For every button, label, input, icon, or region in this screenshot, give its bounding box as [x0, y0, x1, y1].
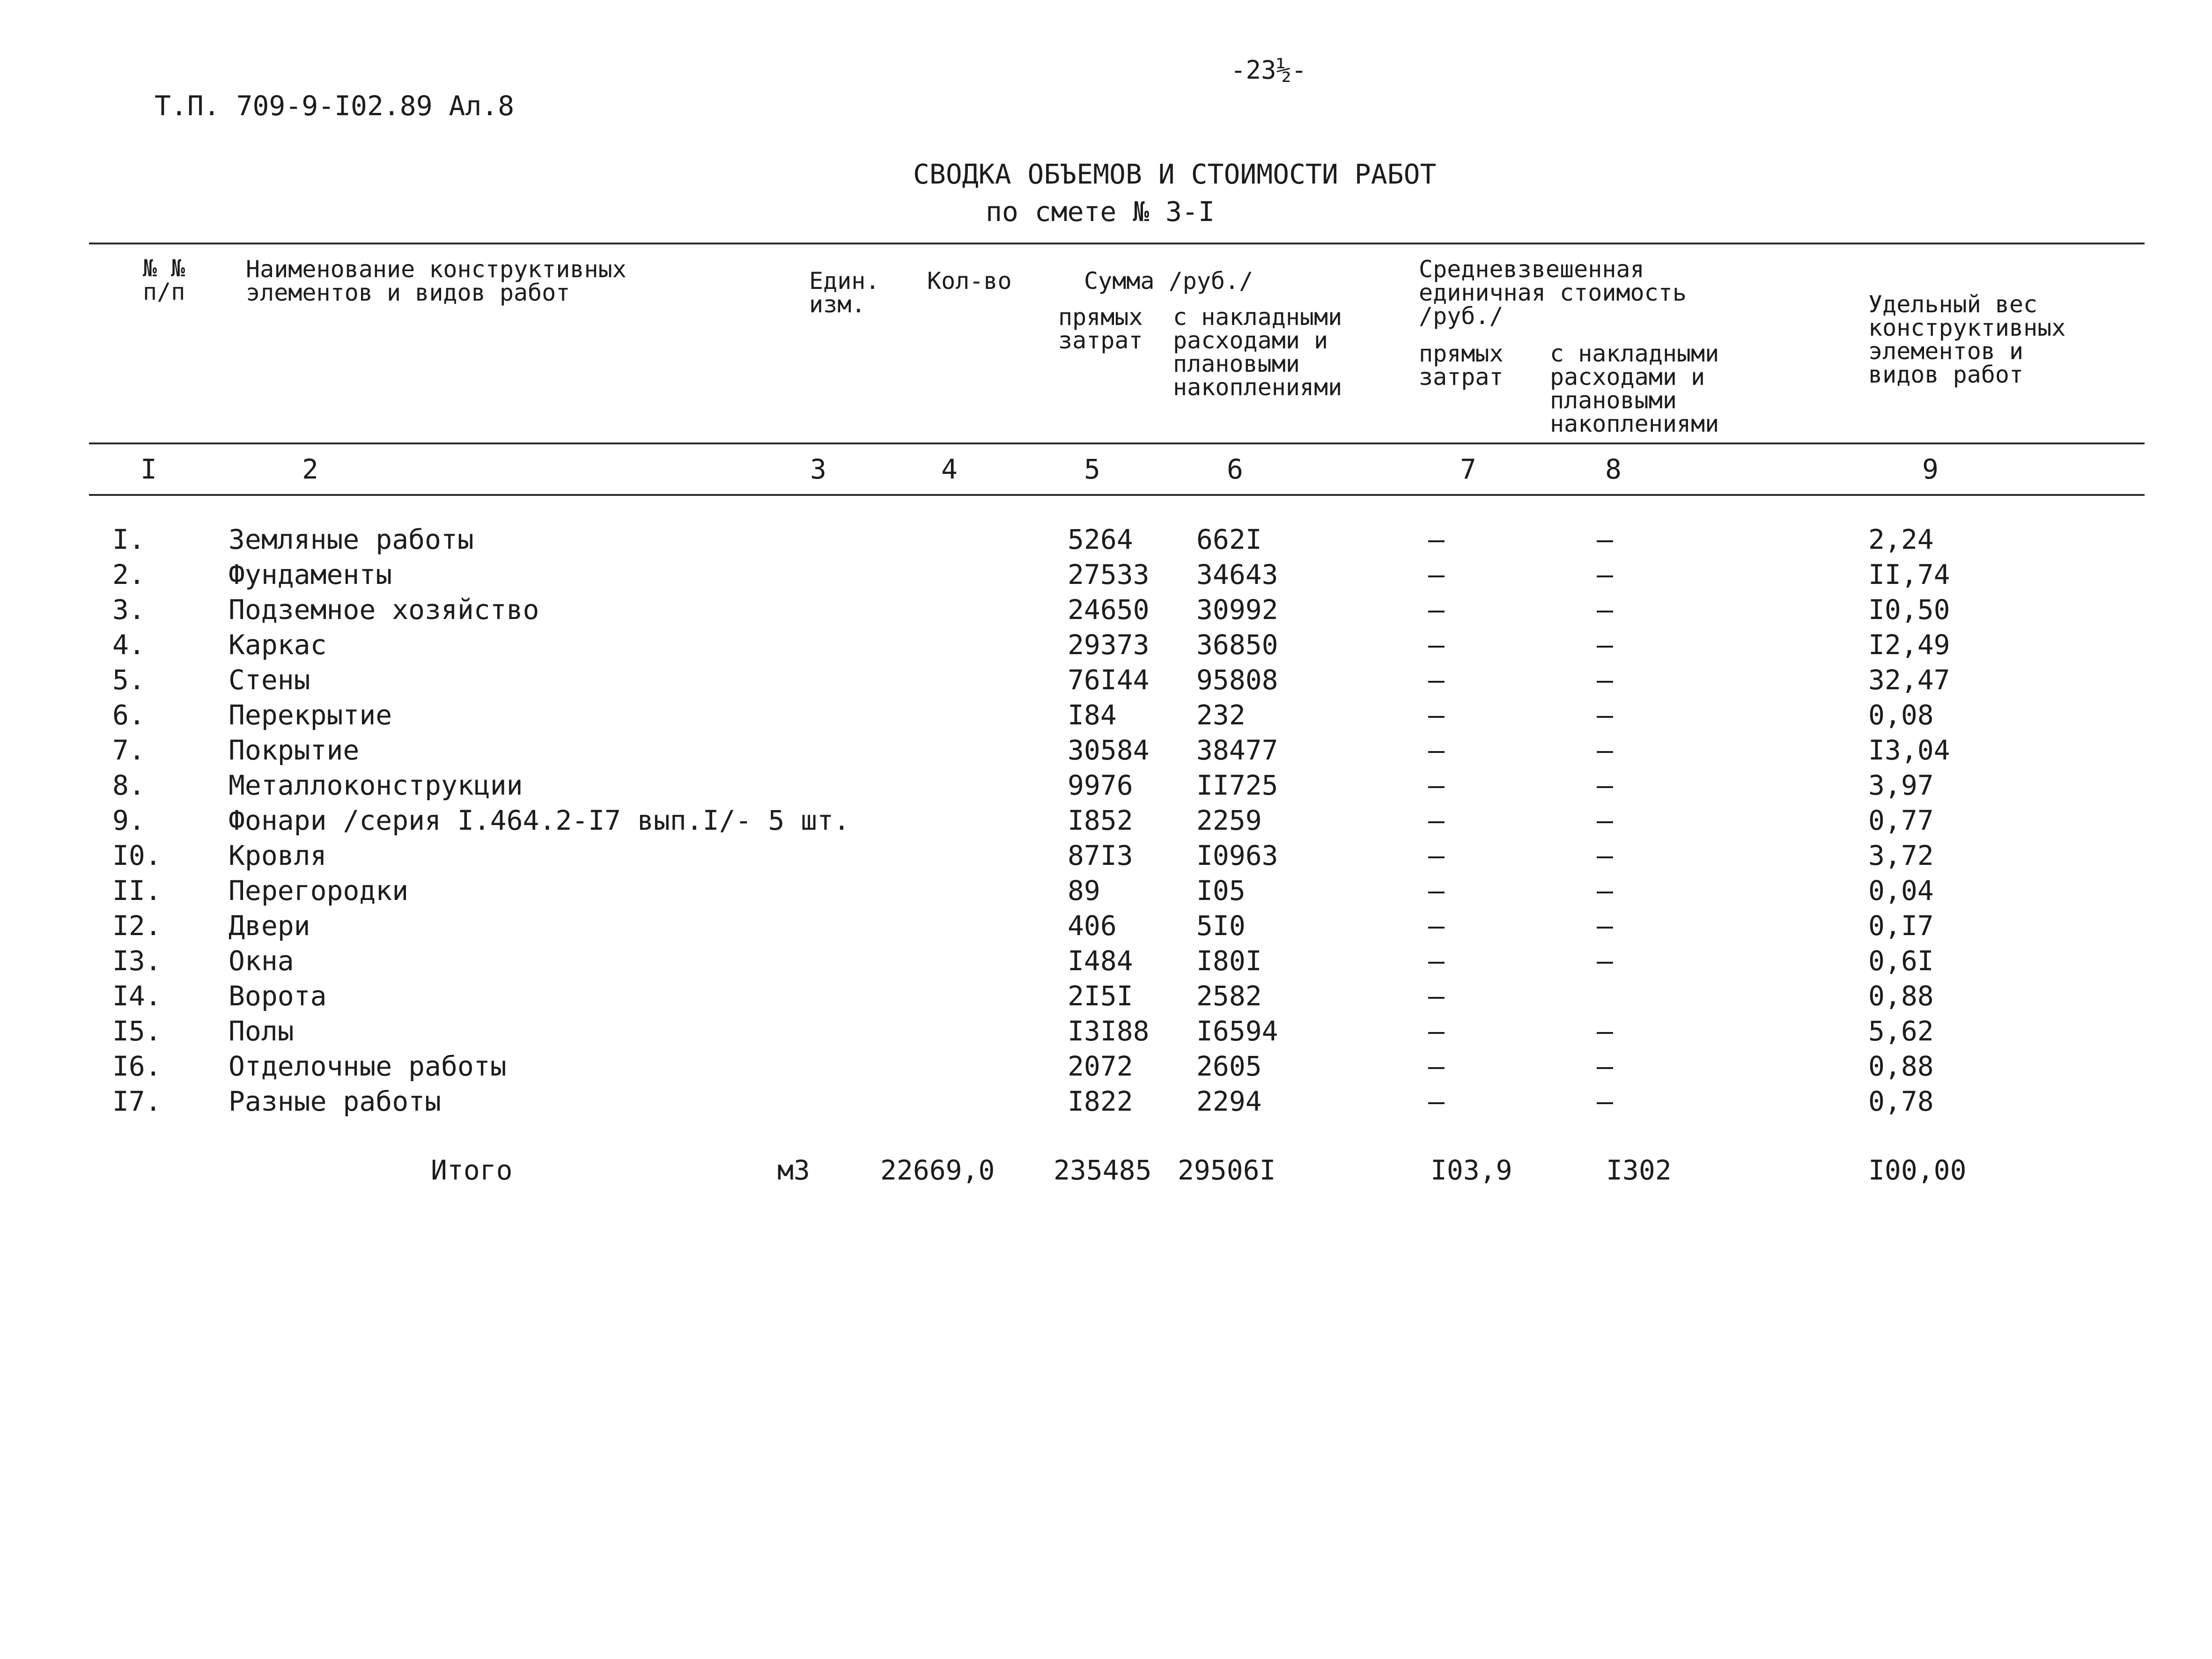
row-avg-direct: – [1428, 629, 1445, 661]
row-weight: 2,24 [1868, 524, 1934, 555]
row-sum-direct: I822 [1068, 1085, 1133, 1117]
row-weight: 0,04 [1868, 875, 1934, 907]
col-number-8: 8 [1605, 453, 1622, 485]
table-row [0, 840, 2212, 875]
col-number-4: 4 [941, 453, 958, 485]
col-number-6: 6 [1227, 453, 1243, 485]
row-avg-overhead: – [1597, 629, 1613, 661]
column-numbers-rule [89, 494, 2145, 496]
row-sum-overhead: 2582 [1196, 980, 1262, 1012]
row-avg-overhead: – [1597, 945, 1613, 977]
row-number: I3. [112, 945, 162, 977]
header-avg-overhead: с накладными расходами и плановыми накоплениями [1550, 340, 1719, 437]
row-name: Полы [229, 1015, 294, 1047]
header-unit: Един. изм. [809, 267, 880, 318]
row-avg-direct: – [1428, 524, 1445, 555]
row-sum-overhead: I05 [1196, 875, 1246, 907]
row-avg-direct: – [1428, 769, 1445, 801]
row-avg-direct: – [1428, 1015, 1445, 1047]
row-sum-direct: 9976 [1068, 769, 1133, 801]
row-avg-overhead: – [1597, 524, 1613, 555]
total-unit: м3 [777, 1154, 810, 1186]
row-avg-direct: – [1428, 1050, 1445, 1082]
row-number: 4. [112, 629, 145, 661]
table-row [0, 559, 2212, 594]
total-qty: 22669,0 [880, 1154, 995, 1186]
row-weight: I0,50 [1868, 594, 1950, 626]
row-sum-direct: 2072 [1068, 1050, 1133, 1082]
row-avg-overhead: – [1597, 559, 1613, 590]
row-avg-direct: – [1428, 734, 1445, 766]
header-sum-direct: прямых затрат [1058, 303, 1143, 354]
row-avg-direct: – [1428, 910, 1445, 942]
row-number: I0. [112, 840, 162, 871]
total-row [0, 1154, 2212, 1189]
row-number: I2. [112, 910, 162, 942]
row-sum-direct: I3I88 [1068, 1015, 1150, 1047]
row-avg-direct: – [1428, 664, 1445, 696]
row-weight: 0,78 [1868, 1085, 1934, 1117]
row-number: 9. [112, 804, 145, 836]
row-sum-direct: I484 [1068, 945, 1133, 977]
page-subtitle: по смете № 3-I [986, 196, 1215, 228]
table-row [0, 1085, 2212, 1121]
total-weight: I00,00 [1868, 1154, 1967, 1186]
row-weight: 0,77 [1868, 804, 1934, 836]
row-avg-overhead: – [1597, 769, 1613, 801]
row-name: Стены [229, 664, 310, 696]
row-number: 6. [112, 699, 145, 731]
table-row [0, 980, 2212, 1015]
col-number-1: I [140, 453, 157, 485]
row-sum-direct: 5264 [1068, 524, 1133, 555]
row-weight: I2,49 [1868, 629, 1950, 661]
row-name: Перекрытие [229, 699, 392, 731]
row-number: 2. [112, 559, 145, 590]
row-number: 3. [112, 594, 145, 626]
row-avg-direct: – [1428, 559, 1445, 590]
row-sum-overhead: I0963 [1196, 840, 1278, 871]
row-sum-overhead: II725 [1196, 769, 1278, 801]
col-number-2: 2 [302, 453, 318, 485]
row-avg-overhead: – [1597, 910, 1613, 942]
table-top-rule [89, 243, 2145, 244]
row-number: I4. [112, 980, 162, 1012]
row-sum-overhead: 95808 [1196, 664, 1278, 696]
row-weight: 0,88 [1868, 980, 1934, 1012]
header-sum: Сумма /руб./ [1084, 267, 1253, 295]
header-qty: Кол-во [927, 267, 1012, 295]
page-title: СВОДКА ОБЪЕМОВ И СТОИМОСТИ РАБОТ [913, 158, 1437, 190]
row-name: Подземное хозяйство [229, 594, 539, 626]
row-avg-direct: – [1428, 594, 1445, 626]
row-number: I6. [112, 1050, 162, 1082]
row-avg-direct: – [1428, 1085, 1445, 1117]
row-name: Двери [229, 910, 310, 942]
header-avg: Средневзвешенная единичная стоимость /руб./ [1419, 256, 1687, 330]
row-name: Покрытие [229, 734, 360, 766]
row-name: Ворота [229, 980, 327, 1012]
row-number: 7. [112, 734, 145, 766]
row-avg-direct: – [1428, 699, 1445, 731]
page-number: -23½- [1231, 55, 1307, 85]
table-row [0, 945, 2212, 980]
table-row [0, 699, 2212, 734]
table-row [0, 1015, 2212, 1050]
document-code: Т.П. 709-9-I02.89 Ал.8 [155, 90, 515, 122]
row-avg-overhead: – [1597, 840, 1613, 871]
row-name: Каркас [229, 629, 327, 661]
total-sum-direct: 235485 [1054, 1154, 1152, 1186]
row-sum-overhead: 30992 [1196, 594, 1278, 626]
row-sum-overhead: 34643 [1196, 559, 1278, 590]
table-row [0, 769, 2212, 804]
row-weight: 32,47 [1868, 664, 1950, 696]
row-sum-direct: 76I44 [1068, 664, 1150, 696]
row-number: I5. [112, 1015, 162, 1047]
row-sum-direct: 29373 [1068, 629, 1150, 661]
row-name: Отделочные работы [229, 1050, 507, 1082]
row-sum-overhead: 36850 [1196, 629, 1278, 661]
row-avg-direct: – [1428, 945, 1445, 977]
table-row [0, 734, 2212, 769]
row-avg-overhead: – [1597, 1050, 1613, 1082]
row-sum-direct: 87I3 [1068, 840, 1133, 871]
row-sum-overhead: 2259 [1196, 804, 1262, 836]
row-avg-overhead: – [1597, 699, 1613, 731]
row-number: I. [112, 524, 145, 555]
row-sum-direct: 406 [1068, 910, 1117, 942]
row-avg-direct: – [1428, 840, 1445, 871]
table-row [0, 594, 2212, 629]
row-name: Фундаменты [229, 559, 392, 590]
row-number: II. [112, 875, 162, 907]
col-number-7: 7 [1460, 453, 1476, 485]
row-weight: 3,72 [1868, 840, 1934, 871]
row-sum-direct: 89 [1068, 875, 1100, 907]
row-weight: 0,88 [1868, 1050, 1934, 1082]
row-avg-direct: – [1428, 980, 1445, 1012]
row-sum-overhead: I80I [1196, 945, 1262, 977]
row-sum-overhead: 2605 [1196, 1050, 1262, 1082]
row-weight: 0,6I [1868, 945, 1934, 977]
header-weight: Удельный вес конструктивных элементов и видов работ [1868, 291, 2066, 388]
row-sum-overhead: 2294 [1196, 1085, 1262, 1117]
row-name: Разные работы [229, 1085, 441, 1117]
table-row [0, 524, 2212, 559]
row-weight: II,74 [1868, 559, 1950, 590]
row-avg-overhead: – [1597, 1015, 1613, 1047]
row-avg-direct: – [1428, 875, 1445, 907]
row-name: Перегородки [229, 875, 409, 907]
table-row [0, 664, 2212, 699]
table-row [0, 629, 2212, 664]
row-avg-overhead: – [1597, 664, 1613, 696]
row-weight: I3,04 [1868, 734, 1950, 766]
col-number-3: 3 [810, 453, 826, 485]
table-row [0, 910, 2212, 945]
col-number-5: 5 [1084, 453, 1100, 485]
row-avg-overhead: – [1597, 1085, 1613, 1117]
row-number: 8. [112, 769, 145, 801]
row-name: Земляные работы [229, 524, 474, 555]
row-sum-direct: 30584 [1068, 734, 1150, 766]
total-avg-direct: I03,9 [1430, 1154, 1512, 1186]
row-sum-direct: I852 [1068, 804, 1133, 836]
row-sum-overhead: 662I [1196, 524, 1262, 555]
row-weight: 3,97 [1868, 769, 1934, 801]
header-name: Наименование конструктивных элементов и видов работ [246, 256, 627, 306]
row-weight: 5,62 [1868, 1015, 1934, 1047]
row-sum-overhead: I6594 [1196, 1015, 1278, 1047]
col-number-9: 9 [1922, 453, 1939, 485]
row-name: Фонари /серия I.464.2-I7 вып.I/- 5 шт. [229, 804, 850, 836]
row-avg-overhead: – [1597, 804, 1613, 836]
row-number: 5. [112, 664, 145, 696]
row-weight: 0,I7 [1868, 910, 1934, 942]
row-avg-direct: – [1428, 804, 1445, 836]
row-sum-direct: 2I5I [1068, 980, 1133, 1012]
total-label: Итого [431, 1154, 513, 1186]
total-avg-overhead: I302 [1606, 1154, 1672, 1186]
row-sum-overhead: 5I0 [1196, 910, 1246, 942]
row-name: Металлоконструкции [229, 769, 523, 801]
row-avg-overhead: – [1597, 734, 1613, 766]
table-row [0, 804, 2212, 840]
row-sum-direct: 24650 [1068, 594, 1150, 626]
row-sum-overhead: 38477 [1196, 734, 1278, 766]
header-bottom-rule [89, 442, 2145, 444]
row-sum-direct: I84 [1068, 699, 1117, 731]
row-number: I7. [112, 1085, 162, 1117]
table-row [0, 875, 2212, 910]
header-avg-direct: прямых затрат [1419, 340, 1504, 391]
header-num: № № п/п [143, 255, 185, 305]
row-sum-direct: 27533 [1068, 559, 1150, 590]
total-sum-overhead: 29506I [1178, 1154, 1276, 1186]
header-sum-overhead: с накладными расходами и плановыми накоплениями [1173, 303, 1342, 401]
row-name: Кровля [229, 840, 327, 871]
row-sum-overhead: 232 [1196, 699, 1246, 731]
row-weight: 0,08 [1868, 699, 1934, 731]
row-avg-overhead: – [1597, 875, 1613, 907]
row-name: Окна [229, 945, 294, 977]
table-row [0, 1050, 2212, 1085]
row-avg-overhead: – [1597, 594, 1613, 626]
